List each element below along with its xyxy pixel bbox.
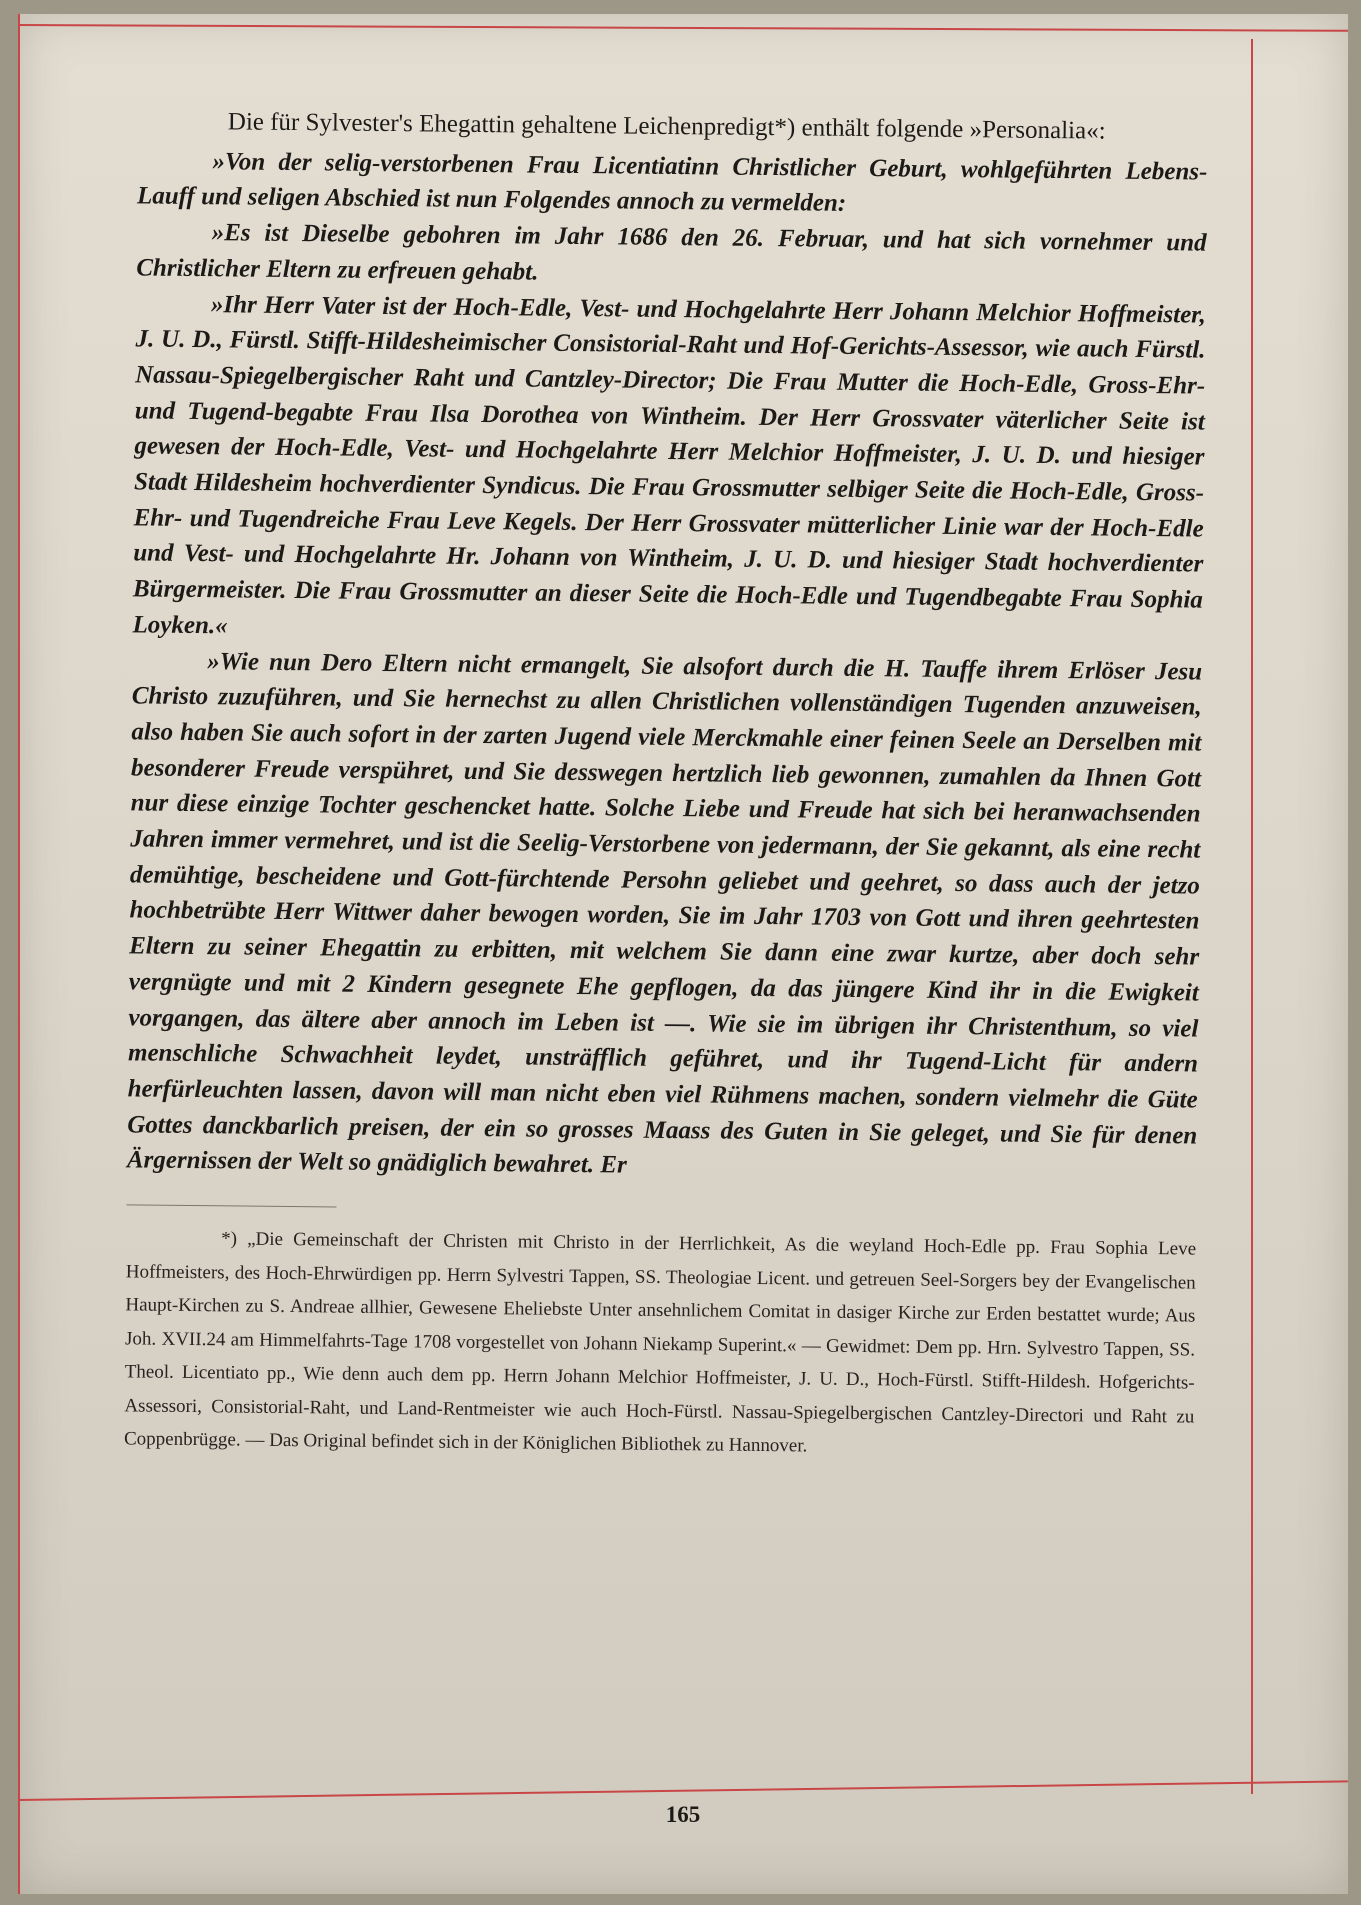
body-paragraph-4: »Wie nun Dero Eltern nicht ermangelt, Sie alsofort durch die H. Tauffe ihrem Erlöser Jesu Christo zuzuführen, und Sie hernechst zu allen Christlichen vollenständigen Tugenden anzuweisen, also haben Sie auch sofort in der zarten Jugend viele Merckmahle einer feinen Seele an Derselben mit besonderer Freude verspühret, und Sie desswegen hertzlich lieb gewonnen, zumahlen da Ihnen Gott nur diese einzige Tochter geschencket hatte. Solche Liebe und Freude hat sich bei heranwachsenden Jahren immer vermehret, und ist die Seelig-Verstorbene von jedermann, der Sie gekannt, als eine recht demühtige, bescheidene und Gott-fürchtende Persohn geliebet und geehret, so dass auch der jetzo hochbetrübte Herr Wittwer daher bewogen worden, Sie im Jahr 1703 von Gott und ihren geehrtesten Eltern zu seiner Ehegattin zu erbitten, mit welchem Sie dann eine zwar kurtze, aber doch sehr vergnügte und mit 2 Kindern gesegnete Ehe gepflogen, da das jüngere Kind ihr in die Ewigkeit vorgangen, das ältere aber annoch im Leben ist —. Wie sie im übrigen ihr Christenthum, so viel menschliche Schwachheit leydet, unsträfflich geführet, und ihr Tugend-Licht für andern herfürleuchten lassen, davon will man nicht eben viel Rühmens machen, sondern vielmehr die Güte Gottes danckbarlich preisen, der ein so grosses Maass des Guten in Sie geleget, und Sie für denen Ärgernissen der Welt so gnädiglich bewahret. Er bbox=[126, 647, 1203, 1179]
footnote-divider bbox=[126, 1204, 336, 1207]
page-text-block bbox=[121, 103, 1208, 1754]
page-number: 165 bbox=[665, 1802, 701, 1827]
body-paragraph-1: »Von der selig-verstorbenen Frau Licentiatinn Christlicher Geburt, wohlgeführten Lebens-Lauff und seligen Abschied ist nun Folgendes annoch zu vermelden: bbox=[136, 147, 1208, 218]
book-page bbox=[18, 14, 1348, 1894]
body-paragraph-2: »Es ist Dieselbe gebohren im Jahr 1686 den 26. Februar, und hat sich vornehmer und Christlicher Eltern zu erfreuen gehabt. bbox=[136, 219, 1207, 286]
footnote: *) „Die Gemeinschaft der Christen mit Christo in der Herrlichkeit, As die weyland Hoch-Edle pp. Frau Sophia Leve Hoffmeisters, des Hoch-Ehrwürdigen pp. Herrn Sylvestri Tappen, SS. Theologiae Licent. und getreuen Seel-Sorgers bey der Evangelischen Haupt-Kirchen zu S. Andreae allhier, Gewesene Eheliebste Unter ansehnlichem Comitat in dasiger Kirche zur Erden bestattet wurde; Aus Joh. XVII.24 am Himmelfahrts-Tage 1708 vorgestellet von Johann Niekamp Superint.« — Gewidmet: Dem pp. Hrn. Sylvestro Tappen, SS. Theol. Licentiato pp., Wie denn auch dem pp. Herrn Johann Melchior Hoffmeister, J. U. D., Hoch-Fürstl. Stifft-Hildesh. Hofgerichts-Assessori, Consistorial-Raht, und Land-Rentmeister wie auch Hoch-Fürstl. Nassau-Spiegelbergischen Cantzley-Directori und Raht zu Coppenbrügge. — Das Original befindet sich in der Königlichen Bibliothek zu Hannover. bbox=[123, 1228, 1197, 1457]
red-border-left bbox=[18, 14, 20, 1894]
intro-paragraph: Die für Sylvester's Ehegattin gehaltene Leichenpredigt*) enthält folgende »Personalia«: bbox=[227, 108, 1106, 145]
red-border-bottom bbox=[18, 1780, 1348, 1801]
body-paragraph-3: »Ihr Herr Vater ist der Hoch-Edle, Vest- und Hochgelahrte Herr Johann Melchior Hoffmeister, J. U. D., Fürstl. Stifft-Hildesheimischer Consistorial-Raht und Hof-Gerichts-Assessor, wie auch Fürstl. Nassau-Spiegelbergischer Raht und Cantzley-Director; Die Frau Mutter die Hoch-Edle, Gross-Ehr- und Tugend-begabte Frau Ilsa Dorothea von Wintheim. Der Herr Grossvater väterlicher Seite ist gewesen der Hoch-Edle, Vest- und Hochgelahrte Herr Melchior Hoffmeister, J. U. D. und hiesiger Stadt Hildesheim hochverdienter Syndicus. Die Frau Grossmutter selbiger Seite die Hoch-Edle, Gross-Ehr- und Tugendreiche Frau Leve Kegels. Der Herr Grossvater mütterlicher Linie war der Hoch-Edle und Vest- und Hochgelahrte Hr. Johann von Wintheim, J. U. D. und hiesiger Stadt hochverdienter Bürgermeister. Die Frau Grossmutter an dieser Seite die Hoch-Edle und Tugendbegabte Frau Sophia Loyken.« bbox=[132, 290, 1207, 640]
red-border-right bbox=[1251, 39, 1253, 1794]
red-border-top bbox=[18, 24, 1348, 32]
